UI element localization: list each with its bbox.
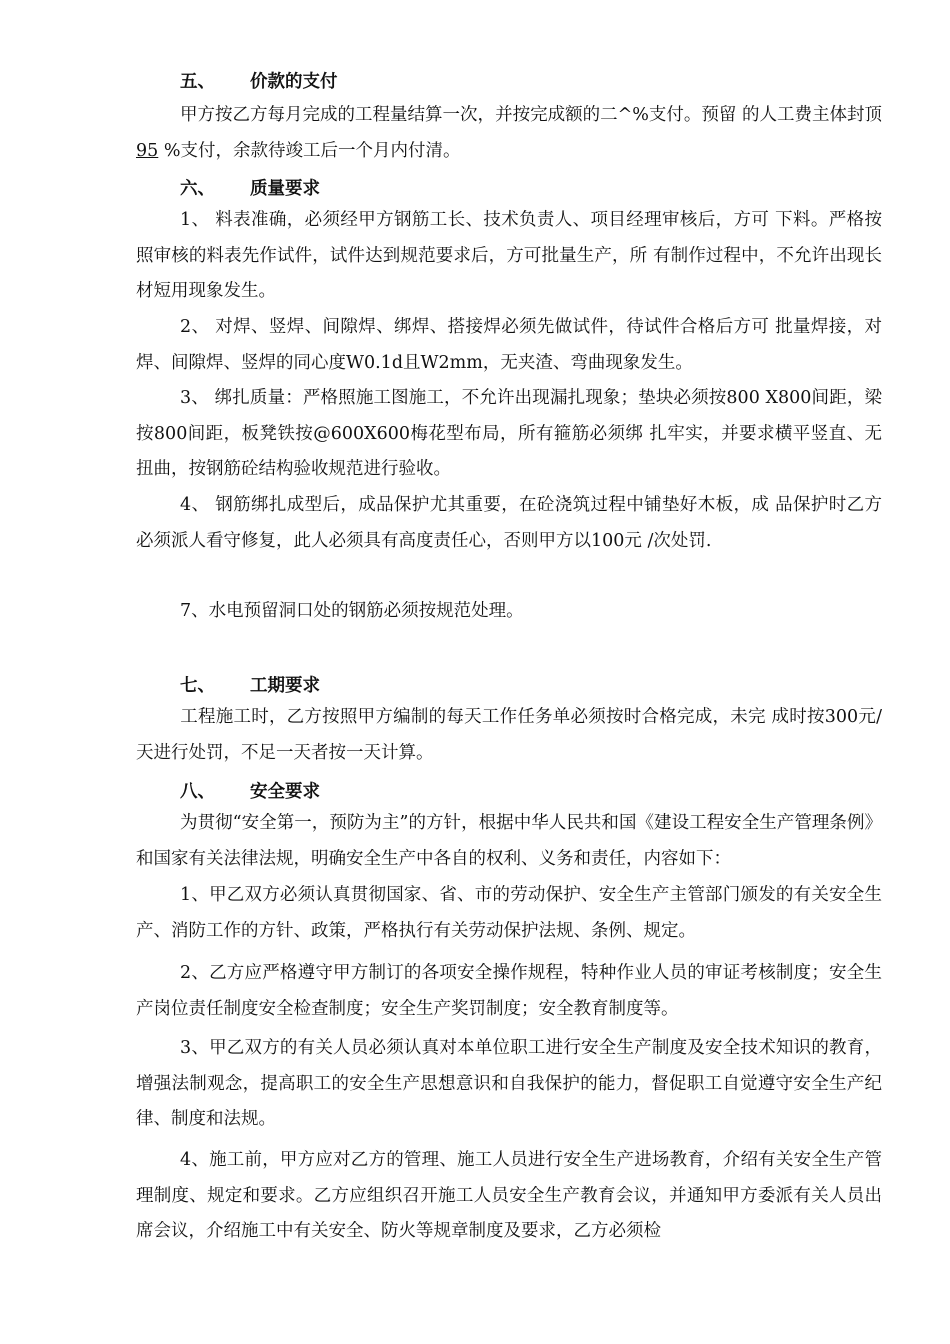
quality-item-1-text: 1、 料表准确，必须经甲方钢筋工长、技术负责人、项目经理审核后，方可 下料。严格按照审核的料表先作试件，试件达到规范要求后，方可批量生产，所 有制作过程中，不允许出现长材短用现象发生。: [136, 210, 882, 301]
section-7-number: 七、: [180, 676, 215, 696]
quality-item-3-text: 3、 绑扎质量：严格照施工图施工，不允许出现漏扎现象；垫块必须按800 X800间距，梁按800间距，板凳铁按@600X600梅花型布局，所有箍筋必须绑 扎牢实，并要求横平竖直、无扭曲，按钢筋砼结构验收规范进行验收。: [136, 388, 882, 479]
quality-item-7-text: 7、水电预留洞口处的钢筋必须按规范处理。: [180, 601, 524, 621]
safety-item-3: [136, 1031, 882, 1138]
payment-text-a: 甲方按乙方每月完成的工程量结算一次，并按完成额的二^%支付。预留 的人工费主体封顶: [180, 105, 882, 125]
safety-item-2-text: 2、乙方应严格遵守甲方制订的各项安全操作规程，特种作业人员的审证考核制度；安全生产岗位责任制度安全检查制度；安全生产奖罚制度；安全教育制度等。: [136, 963, 882, 1019]
quality-item-3: [136, 381, 882, 488]
payment-text-b: %支付，余款待竣工后一个月内付清。: [158, 140, 461, 161]
safety-item-3-text: 3、甲乙双方的有关人员必须认真对本单位职工进行安全生产制度及安全技术知识的教育，增强法制观念，提高职工的安全生产思想意识和自我保护的能力，督促职工自觉遵守安全生产纪律、制度和法规。: [136, 1038, 882, 1129]
section-8-number: 八、: [180, 782, 215, 802]
section-7-paragraph: [136, 700, 882, 771]
section-6-number: 六、: [180, 179, 215, 199]
section-5-paragraph: [136, 98, 882, 169]
schedule-text: 工程施工时，乙方按照甲方编制的每天工作任务单必须按时合格完成，未完 成时按300元/天进行处罚，不足一天者按一天计算。: [136, 707, 882, 763]
section-5-title: 价款的支付: [250, 72, 338, 92]
payment-percent: 95: [136, 140, 159, 161]
section-8-title: 安全要求: [250, 782, 320, 802]
quality-item-4: [136, 488, 882, 559]
quality-item-1: [136, 203, 882, 310]
section-5-number: 五、: [180, 72, 215, 92]
quality-item-4-text: 4、 钢筋绑扎成型后，成品保护尤其重要，在砼浇筑过程中铺垫好木板，成 品保护时乙方必须派人看守修复，此人必须具有高度责任心，否则甲方以100元 /次处罚.: [136, 495, 882, 551]
section-8-heading: [180, 778, 320, 803]
section-6-title: 质量要求: [250, 179, 320, 199]
section-6-heading: [180, 175, 320, 200]
safety-intro: [136, 806, 882, 877]
safety-item-2: [136, 956, 882, 1027]
section-7-heading: [180, 672, 320, 697]
safety-item-4-text: 4、施工前，甲方应对乙方的管理、施工人员进行安全生产进场教育，介绍有关安全生产管理制度、规定和要求。乙方应组织召开施工人员安全生产教育会议，并通知甲方委派有关人员出席会议，介绍施工中有关安全、防火等规章制度及要求，乙方必须检: [136, 1150, 882, 1241]
quality-item-7: [136, 594, 882, 630]
quality-item-2-text: 2、 对焊、竖焊、间隙焊、绑焊、搭接焊必须先做试件，待试件合格后方可 批量焊接，对焊、间隙焊、竖焊的同心度W0.1d且W2mm，无夹渣、弯曲现象发生。: [136, 317, 882, 373]
quality-item-2: [136, 310, 882, 381]
safety-intro-text: 为贯彻“安全第一，预防为主”的方针，根据中华人民共和国《建设工程安全生产管理条例》和国家有关法律法规，明确安全生产中各自的权利、义务和责任，内容如下：: [136, 813, 882, 869]
safety-item-1-text: 1、甲乙双方必须认真贯彻国家、省、市的劳动保护、安全生产主管部门颁发的有关安全生产、消防工作的方针、政策，严格执行有关劳动保护法规、条例、规定。: [136, 885, 882, 941]
section-7-title: 工期要求: [250, 676, 320, 696]
section-5-heading: [180, 68, 338, 93]
safety-item-4: [136, 1143, 882, 1250]
safety-item-1: [136, 878, 882, 949]
